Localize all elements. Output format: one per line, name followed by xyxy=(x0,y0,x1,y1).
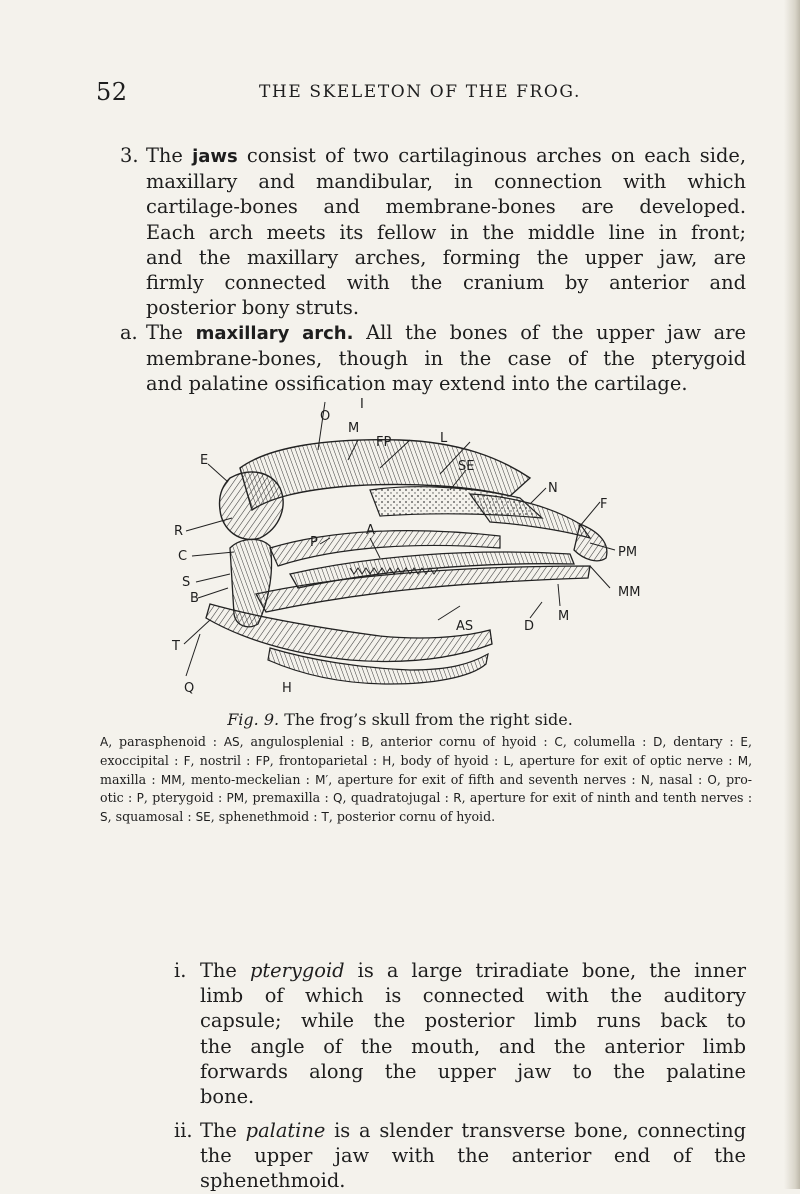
legend-key: M′ xyxy=(315,772,329,787)
legend-item: M, maxilla : xyxy=(100,752,753,787)
legend-item: E, exoccipital : xyxy=(100,734,752,768)
label-mm: MM xyxy=(618,585,641,600)
term-jaws: jaws xyxy=(192,146,238,167)
legend-description: columella xyxy=(573,734,636,749)
text-line: The maxillary arch. All the bones of the upper jaw are xyxy=(146,321,746,344)
text-line: the angle of the mouth, and the anterior limb xyxy=(200,1034,746,1058)
legend-key: L xyxy=(503,753,511,768)
paragraph-number: ii. xyxy=(174,1119,193,1142)
skull-illustration xyxy=(170,398,658,694)
text-line: the upper jaw with the anterior end of the xyxy=(200,1144,746,1168)
legend-item: L, aperture for exit of optic nerve : xyxy=(503,752,738,768)
paragraph-number: i. xyxy=(174,959,187,982)
text-line: maxillary and mandibular, in connection with which xyxy=(146,170,746,194)
legend-description: aperture for exit of fifth and seventh nerves xyxy=(337,771,627,787)
paragraph-pterygoid xyxy=(174,958,746,1109)
legend-item: AS, angulosplenial : xyxy=(223,734,362,749)
legend-key: P xyxy=(136,791,144,806)
legend-key: O xyxy=(707,772,717,787)
legend-key: H xyxy=(382,753,392,768)
legend-description: pro-otic xyxy=(100,771,753,806)
running-title: THE SKELETON OF THE FROG. xyxy=(258,82,581,102)
legend-item: P, pterygoid : xyxy=(136,790,227,806)
legend-key: R xyxy=(453,791,462,806)
legend-key: M xyxy=(737,753,749,768)
text-line: and palatine ossification may extend into the cartilage. xyxy=(146,372,688,396)
label-i: I xyxy=(360,398,364,412)
label-o: O xyxy=(320,409,331,424)
legend-key: C xyxy=(554,735,563,749)
text-line: forwards along the upper jaw to the palatine xyxy=(200,1059,746,1083)
legend-item: N, nasal : xyxy=(640,771,708,787)
label-pm: PM xyxy=(618,545,638,560)
legend-description: squamosal xyxy=(115,809,184,825)
label-e: E xyxy=(200,453,209,468)
legend-description: angulosplenial xyxy=(250,734,344,749)
label-q: Q xyxy=(184,681,195,694)
legend-key: FP xyxy=(255,753,270,768)
paragraph-number: a. xyxy=(120,321,138,344)
figure-frog-skull xyxy=(170,398,658,694)
text-line: membrane-bones, though in the case of the pterygoid xyxy=(146,347,746,371)
legend-item: F, nostril : xyxy=(183,752,256,768)
legend-item: O, pro-otic : xyxy=(100,771,753,806)
text-line: The pterygoid is a large triradiate bone, the inner xyxy=(200,959,746,982)
label-h: H xyxy=(282,681,292,694)
text-line: posterior bony struts. xyxy=(146,296,359,320)
term-pterygoid: pterygoid xyxy=(249,959,345,982)
legend-item: R, aperture for exit of ninth and tenth nerves : xyxy=(453,790,753,806)
legend-item: B, anterior cornu of hyoid : xyxy=(361,734,555,749)
legend-key: E xyxy=(740,735,748,749)
label-n: N xyxy=(548,481,558,496)
figure-caption xyxy=(0,710,800,729)
legend-description: body of hyoid xyxy=(400,752,489,768)
legend-key: Q xyxy=(333,791,343,806)
legend-item: SE, sphenethmoid : xyxy=(195,809,322,825)
legend-description: aperture for exit of optic nerve xyxy=(519,752,724,768)
text-line: The jaws consist of two cartilaginous arches on each side, xyxy=(146,144,746,167)
legend-description: anterior cornu of hyoid xyxy=(380,734,537,749)
paragraph-jaws xyxy=(120,143,746,320)
legend-description: premaxilla xyxy=(252,790,321,806)
text-line: cartilage-bones and membrane-bones are developed. xyxy=(146,195,746,219)
legend-description: maxilla xyxy=(100,771,147,787)
legend-key: B xyxy=(361,735,370,749)
page-edge-shadow xyxy=(784,0,800,1189)
legend-key: PM xyxy=(226,791,245,806)
legend-key: F xyxy=(183,753,191,768)
legend-key: N xyxy=(640,772,650,787)
legend-item: T, posterior cornu of hyoid. xyxy=(321,809,496,825)
term-maxillary-arch: maxillary arch. xyxy=(195,323,354,344)
paragraph-number: 3. xyxy=(120,144,139,167)
label-s: S xyxy=(182,575,191,590)
label-p: P xyxy=(310,535,318,550)
legend-item: S, squamosal : xyxy=(100,809,196,825)
legend-key: AS xyxy=(223,735,240,749)
label-c: C xyxy=(178,549,188,564)
legend-description: quadratojugal xyxy=(350,790,441,806)
legend-description: frontoparietal xyxy=(278,752,368,768)
text-line: firmly connected with the cranium by anterior and xyxy=(146,271,746,295)
legend-item: PM, premaxilla : xyxy=(226,790,334,806)
text-line: sphenethmoid. xyxy=(200,1169,346,1193)
figure-number: Fig. 9. xyxy=(227,710,280,729)
label-d: D xyxy=(524,619,535,634)
legend-key: S xyxy=(100,810,108,825)
label-a: A xyxy=(366,523,375,538)
legend-key: T xyxy=(321,810,329,825)
legend-description: posterior cornu of hyoid xyxy=(336,809,492,825)
label-f: F xyxy=(600,497,608,512)
legend-item: Q, quadratojugal : xyxy=(333,790,454,806)
term-palatine: palatine xyxy=(245,1119,326,1142)
legend-item: D, dentary : xyxy=(653,734,741,749)
legend-item: M′, aperture for exit of fifth and seventh nerves : xyxy=(315,771,641,787)
legend-key: A xyxy=(100,735,109,749)
figure-title: The frog’s skull from the right side. xyxy=(284,710,573,729)
text-line: The palatine is a slender transverse bone, connecting xyxy=(200,1119,746,1142)
legend-description: pterygoid xyxy=(152,790,214,806)
legend-description: nostril xyxy=(199,752,241,768)
text-line: Each arch meets its fellow in the middle line in front; xyxy=(146,220,746,244)
legend-description: sphenethmoid xyxy=(218,809,310,825)
page-number: 52 xyxy=(96,78,128,106)
label-se: SE xyxy=(458,459,475,474)
text-line: and the maxillary arches, forming the upper jaw, are xyxy=(146,245,746,269)
legend-item: MM, mento-meckelian : xyxy=(160,771,316,787)
legend-item: FP, frontoparietal : xyxy=(255,752,383,768)
label-b: B xyxy=(190,591,199,606)
legend-description: parasphenoid xyxy=(119,734,206,749)
legend-key: D xyxy=(653,735,663,749)
label-t: T xyxy=(172,639,180,654)
legend-description: aperture for exit of ninth and tenth nerves xyxy=(469,790,744,806)
legend-description: nasal xyxy=(659,771,693,787)
text-line: limb of which is connected with the auditory xyxy=(200,984,746,1008)
label-m: M xyxy=(558,609,570,624)
legend-item: H, body of hyoid : xyxy=(382,752,504,768)
label-as: AS xyxy=(456,619,474,634)
legend-item: A, parasphenoid : xyxy=(100,734,224,749)
paragraph-maxillary-arch xyxy=(120,320,746,397)
text-line: bone. xyxy=(200,1085,255,1109)
figure-legend xyxy=(100,733,752,827)
label-m-prime: M xyxy=(348,421,360,436)
legend-item: C, columella : xyxy=(554,734,654,749)
label-fp: FP xyxy=(376,435,392,450)
page-header xyxy=(96,78,740,108)
label-l: L xyxy=(440,431,448,446)
legend-description: exoccipital xyxy=(100,752,169,768)
label-r: R xyxy=(174,524,184,539)
legend-description: mento-meckelian xyxy=(190,771,301,787)
legend-description: dentary xyxy=(673,734,723,749)
text-line: capsule; while the posterior limb runs back to xyxy=(200,1009,746,1033)
paragraph-palatine xyxy=(174,1118,746,1194)
legend-key: SE xyxy=(195,810,211,825)
legend-key: MM xyxy=(160,772,182,787)
